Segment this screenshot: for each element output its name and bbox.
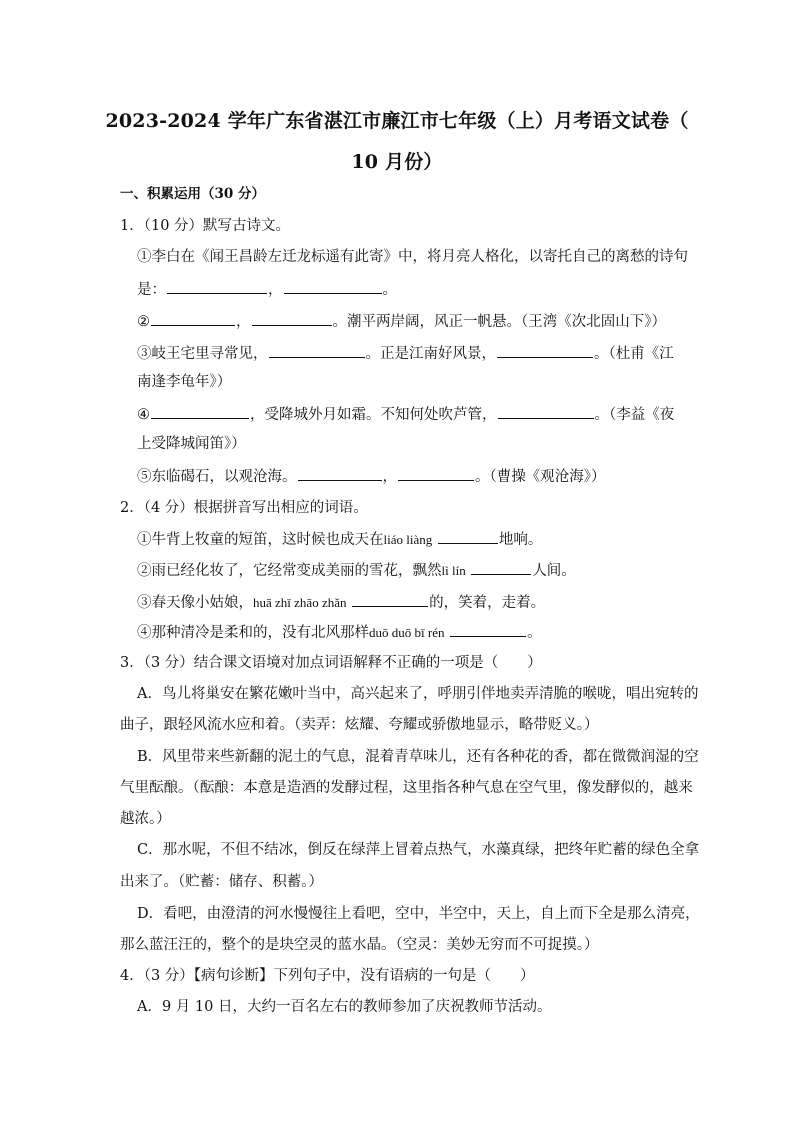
answer-blank[interactable]	[438, 529, 498, 544]
question-1-item-2: ② ， 。潮平两岸阔，风正一帆悬。（王湾《次北固山下》）	[137, 311, 666, 332]
answer-blank[interactable]	[284, 279, 382, 294]
pinyin-prompt: lì lín	[441, 563, 466, 578]
answer-blank[interactable]	[497, 343, 593, 358]
question-1-item-1-cont: 是： ， 。	[137, 279, 397, 300]
question-2-item-2: ②雨已经化妆了，它经常变成美丽的雪花，飘然lì lín 人间。	[137, 560, 576, 581]
exam-title-line-1: 2023-2024 学年广东省湛江市廉江市七年级（上）月考语文试卷（	[105, 110, 689, 132]
question-2-item-3: ③春天像小姑娘，huā zhī zhāo zhǎn 的，笑着，走着。	[137, 592, 545, 613]
answer-blank[interactable]	[498, 404, 594, 419]
question-3-option-a: A．鸟儿将巢安在繁花嫩叶当中，高兴起来了，呼朋引伴地卖弄清脆的喉咙，唱出宛转的	[137, 686, 699, 702]
question-3-option-b: B．风里带来些新翻的泥土的气息，混着青草味儿，还有各种花的香，都在微微润湿的空	[137, 749, 699, 765]
answer-blank[interactable]	[352, 592, 428, 607]
section-heading: 一、积累运用（30 分）	[120, 186, 265, 202]
question-1-item-4-cont: 上受降城闻笛》）	[137, 436, 246, 452]
answer-blank[interactable]	[252, 311, 332, 326]
question-1-item-3: ③岐王宅里寻常见， 。正是江南好风景， 。（杜甫《江	[137, 343, 674, 364]
question-2-header: 2．（4 分）根据拼音写出相应的词语。	[120, 500, 368, 516]
pinyin-prompt: duō duō bī rén	[369, 625, 445, 640]
question-3-option-c: C．那水呢，不但不结冰，倒反在绿萍上冒着点热气，水藻真绿，把终年贮蓄的绿色全拿	[137, 842, 700, 858]
answer-blank[interactable]	[151, 404, 249, 419]
question-1-item-5: ⑤东临碣石，以观沧海。 ， 。（曹操《观沧海》）	[137, 466, 606, 487]
answer-blank[interactable]	[450, 622, 526, 637]
answer-blank[interactable]	[471, 560, 531, 575]
question-3-option-c-cont: 出来了。（贮蓄：储存、积蓄。）	[120, 874, 323, 890]
question-1-item-3-cont: 南逢李龟年》）	[137, 374, 232, 390]
question-1-item-1: ①李白在《闻王昌龄左迁龙标遥有此寄》中，将月亮人格化，以寄托自己的离愁的诗句	[137, 249, 688, 265]
question-3-option-b-cont: 越浓。）	[120, 811, 171, 827]
question-4-option-a: A．9 月 10 日，大约一百名左右的教师参加了庆祝教师节活动。	[137, 999, 552, 1015]
answer-blank[interactable]	[151, 311, 235, 326]
question-2-item-1: ①牛背上牧童的短笛，这时候也成天在liáo liàng 地响。	[137, 529, 542, 550]
question-3-header: 3．（3 分）结合课文语境对加点词语解释不正确的一项是（ ）	[120, 655, 542, 671]
question-3-option-a-cont: 曲子，跟轻风流水应和着。（卖弄：炫耀、夸耀或骄傲地显示，略带贬义。）	[120, 717, 599, 733]
answer-blank[interactable]	[167, 279, 267, 294]
question-1-header: 1．（10 分）默写古诗文。	[120, 218, 291, 234]
question-3-option-d: D．看吧，由澄清的河水慢慢往上看吧，空中，半空中，天上，自上而下全是那么清亮，	[137, 906, 700, 922]
question-4-header: 4．（3 分）【病句诊断】下列句子中，没有语病的一句是（ ）	[120, 968, 535, 984]
question-2-item-4: ④那种清冷是柔和的，没有北风那样duō duō bī rén 。	[137, 622, 542, 643]
pinyin-prompt: liáo liàng	[383, 532, 433, 547]
question-1-item-4: ④ ，受降城外月如霜。不知何处吹芦管， 。（李益《夜	[137, 404, 674, 425]
exam-title-line-2: 10 月份）	[351, 151, 443, 173]
pinyin-prompt: huā zhī zhāo zhǎn	[253, 595, 347, 610]
answer-blank[interactable]	[269, 343, 365, 358]
answer-blank[interactable]	[398, 466, 474, 481]
question-3-option-b-cont: 气里酝酿。（酝酿：本意是造酒的发酵过程，这里指各种气息在空气里，像发酵似的，越来	[120, 780, 693, 796]
question-3-option-d-cont: 那么蓝汪汪的，整个的是块空灵的蓝水晶。（空灵：美妙无穷而不可捉摸。）	[120, 937, 599, 953]
answer-blank[interactable]	[298, 466, 382, 481]
